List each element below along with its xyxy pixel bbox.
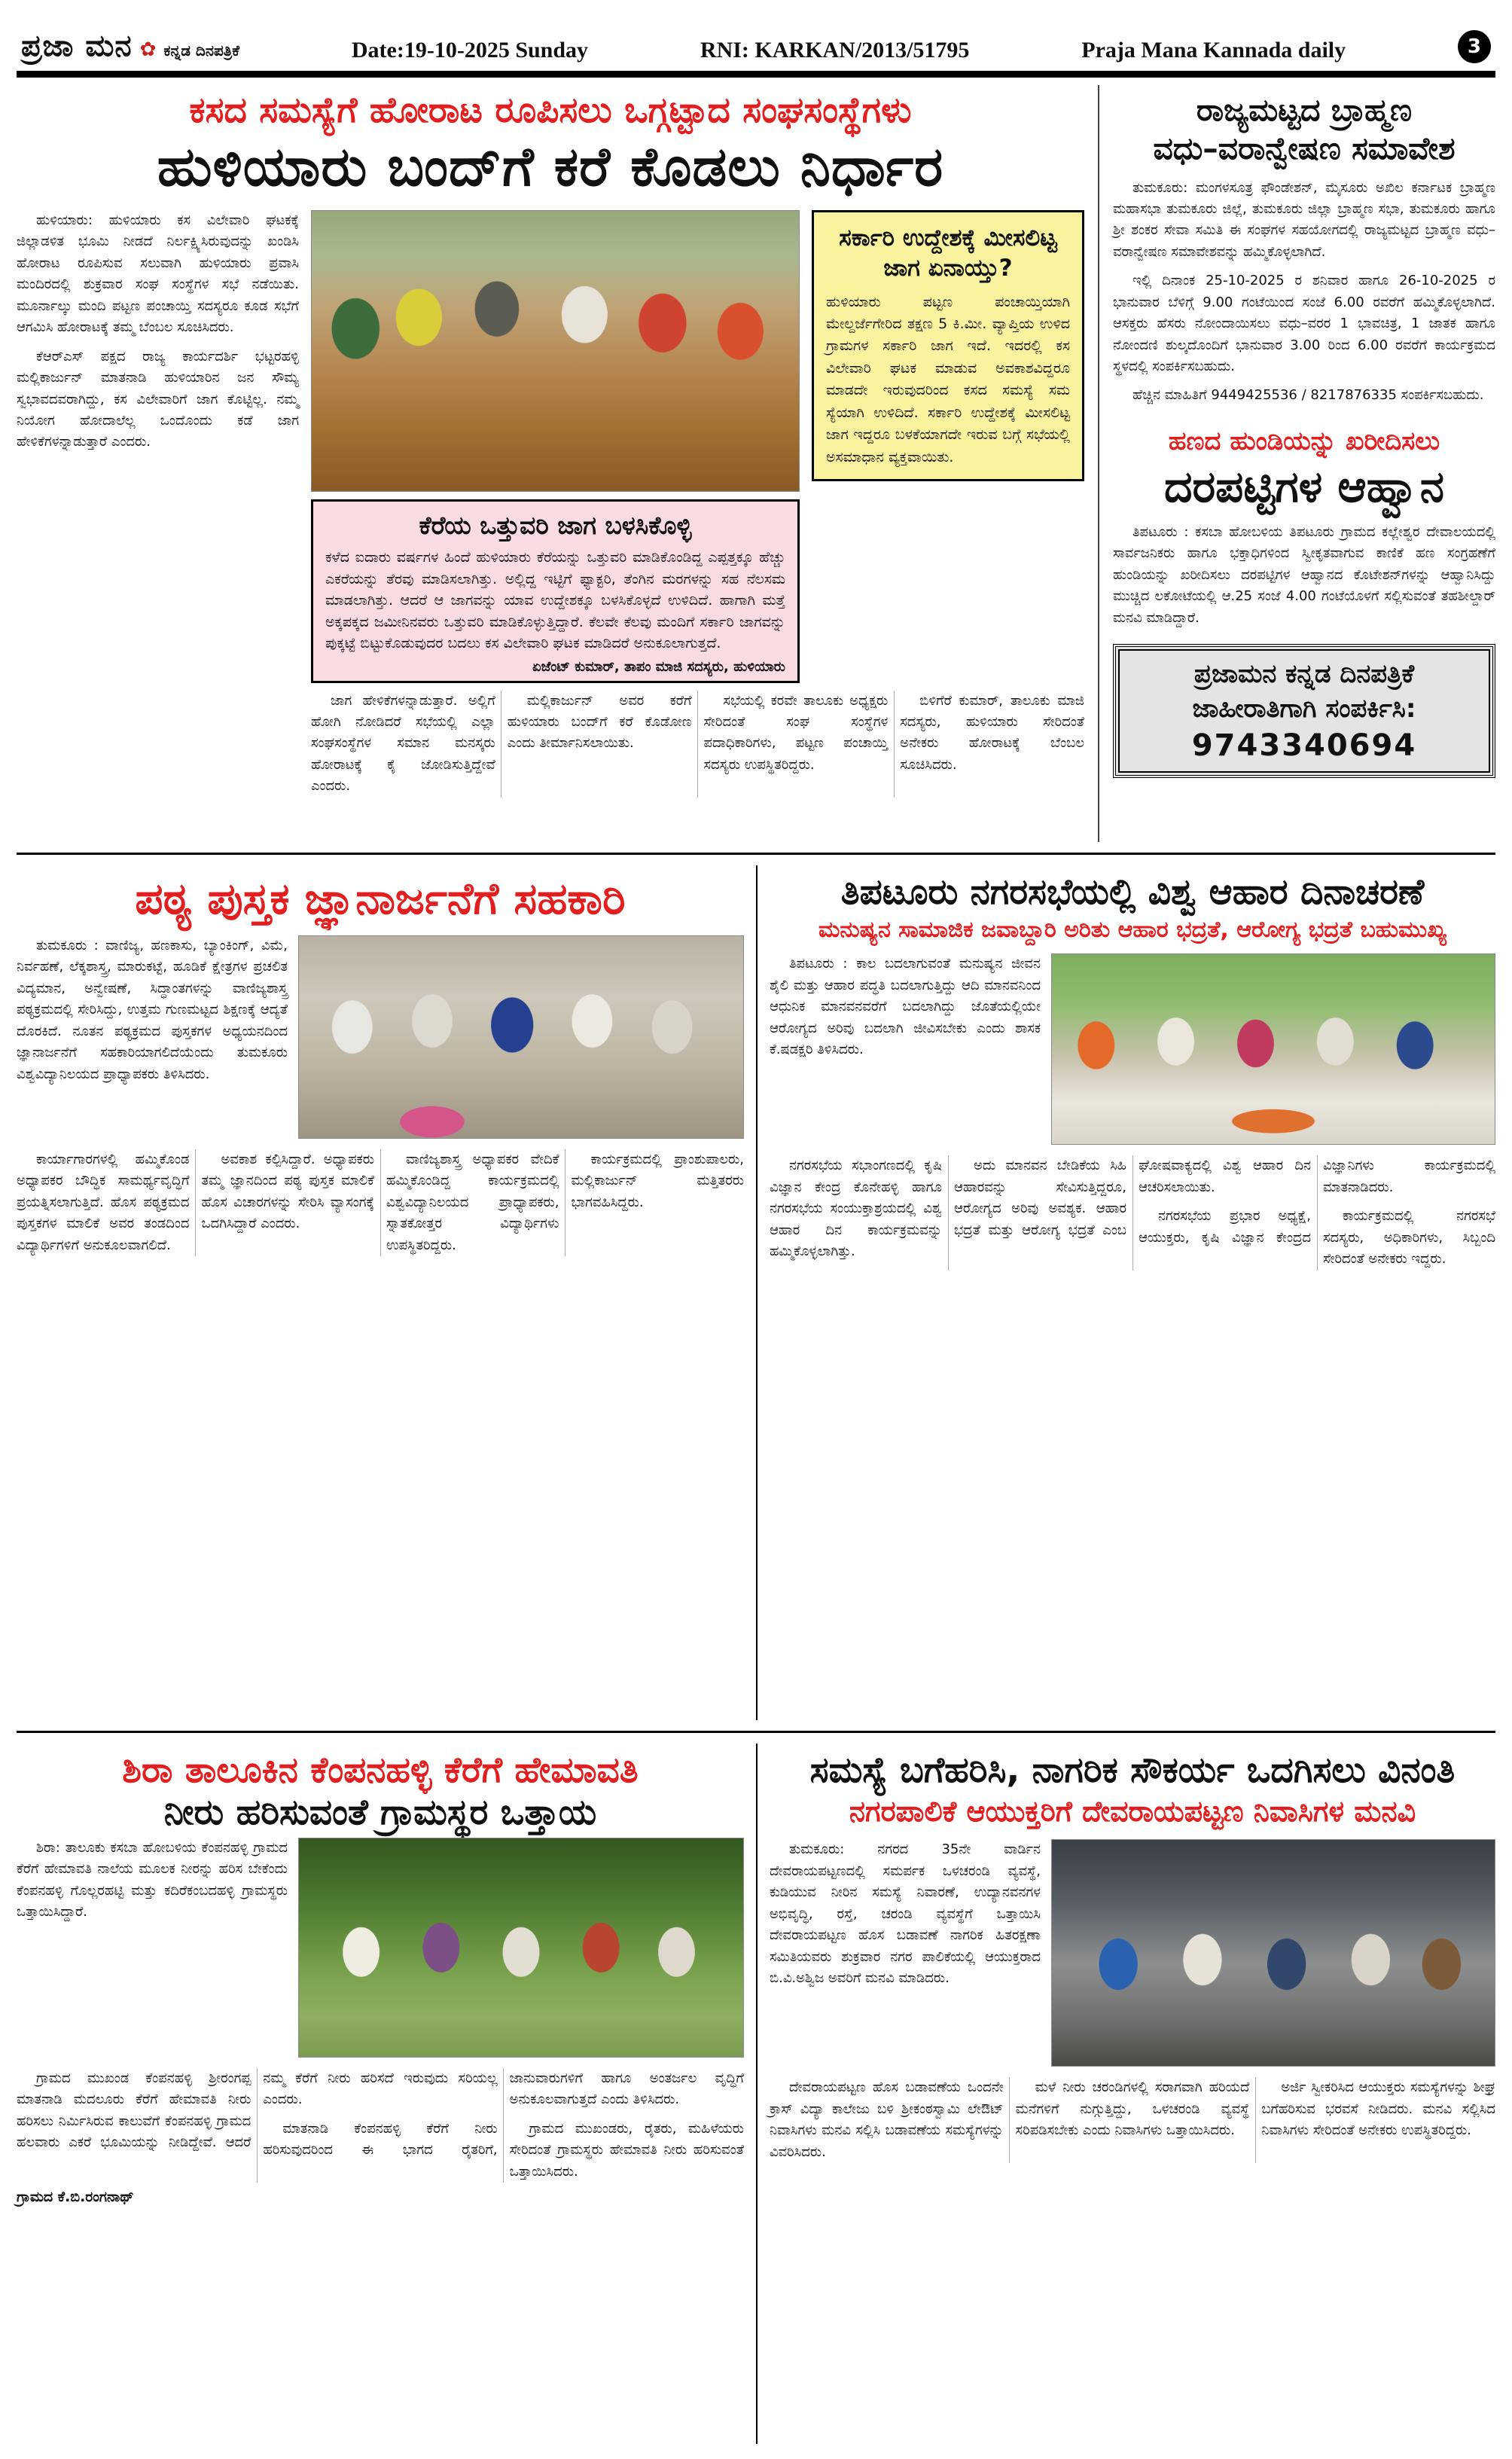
page-number-badge: 3 [1458, 30, 1491, 63]
paragraph: ಅದು ಮಾನವನ ಬೇಡಿಕೆಯ ಸಿಹಿ ಆಹಾರವನ್ನು ಸೇವಿಸುತ್ತಿದ್ದರೂ, ಆರೋಗ್ಯದ ಅರಿವು ಅವಶ್ಯಕ. ಆಹಾರ ಭದ್ರತೆ ಮತ್ತು ಆರೋಗ್ಯ ಭದ್ರತೆ ಎಂಬ ಘೋಷವಾಕ್ಯದಲ್ಲಿ ವಿಶ್ವ ಆಹಾರ ದಿನ ಆಚರಿಸಲಾಯಿತು. [954, 1158, 1311, 1238]
paragraph: ಹುಳಿಯಾರು: ಹುಳಿಯಾರು ಕಸ ವಿಲೇವಾರಿ ಘಟಕಕ್ಕೆ ಜಿಲ್ಲಾಡಳಿತ ಭೂಮಿ ನೀಡದೆ ನಿರ್ಲಕ್ಷ್ಯಿಸಿರುವುದನ್ನು ಖಂಡಿಸಿ ಹೋರಾಟ ರೂಪಿಸುವ ಸಲುವಾಗಿ ಹುಳಿಯಾರು ಪ್ರವಾಸಿ ಮಂದಿರದಲ್ಲಿ ಶುಕ್ರವಾರ ಸಂಘ ಸಂಸ್ಥೆಗಳ ಸಭೆ ನಡೆಯಿತು. ಮೂರ್ನಾಲ್ಕು ಮಂದಿ ಪಟ್ಟಣ ಪಂಚಾಯ್ತಿ ಸದಸ್ಯರೂ ಕೂಡ ಸಭೆಗೆ ಆಗಮಿಸಿ ಹೋರಾಟಕ್ಕೆ ತಮ್ಮ ಬೆಂಬಲ ಸೂಚಿಸಿದರು. [17, 212, 299, 336]
civic-headline-black: ಸಮಸ್ಯೆ ಬಗೆಹರಿಸಿ, ನಾಗರಿಕ ಸೌಕರ್ಯ ಒದಗಿಸಲು ವಿನಂತಿ [809, 1750, 1456, 1791]
textbook-headline: ಪಠ್ಯ ಪುಸ್ತಕ ಜ್ಞಾನಾರ್ಜನೆಗೆ ಸಹಕಾರಿ [135, 873, 626, 924]
logo-kannada: ಪ್ರಜಾ ಮನ [21, 29, 133, 63]
paragraph: ಕಾರ್ಯಕ್ರಮದಲ್ಲಿ ಪ್ರಾಂಶುಪಾಲರು, ಮಲ್ಲಿಕಾರ್ಜುನ್ ಮತ್ತಿತರರು ಭಾಗವಹಿಸಿದ್ದರು. [571, 1152, 744, 1210]
logo-subtitle: ಕನ್ನಡ ದಿನಪತ್ರಿಕೆ [163, 41, 240, 59]
foodday-subhead: ಮನುಷ್ಯನ ಸಾಮಾಜಿಕ ಜವಾಬ್ದಾರಿ ಅರಿತು ಆಹಾರ ಭದ್ರತೆ, ಆರೋಗ್ಯ ಭದ್ರತೆ ಬಹುಮುಖ್ಯ [818, 917, 1447, 944]
civic-article [756, 1744, 1495, 2444]
paragraph: ಶಿರಾ: ತಾಲೂಕು ಕಸಬಾ ಹೋಬಳಿಯ ಕೆಂಪನಹಳ್ಳಿ ಗ್ರಾಮದ ಕೆರೆಗೆ ಹೇಮಾವತಿ ನಾಲೆಯ ಮೂಲಕ ನೀರನ್ನು ಹರಿಸ ಬೇಕೆಂದು ಕೆಂಪನಹಳ್ಳಿ ಗೊಲ್ಲರಹಟ್ಟಿ ಮತ್ತು ಕದಿರೆಕಂಬದಹಳ್ಳಿ ಗ್ರಾಮಸ್ಥರು ಒತ್ತಾಯಿಸಿದ್ದಾರೆ. [17, 1839, 288, 1921]
lead-continuation-columns [311, 691, 1084, 798]
textbook-body-grid [17, 935, 744, 1139]
date-line: Date:19-10-2025 Sunday [351, 38, 589, 63]
paragraph: ಮಳೆ ನೀರು ಚರಂಡಿಗಳಲ್ಲಿ ಸರಾಗವಾಗಿ ಹರಿಯದೆ ಮನೆಗಳಿಗೆ ನುಗ್ಗುತ್ತಿದ್ದು, ಒಳಚರಂಡಿ ವ್ಯವಸ್ಥೆ ಸರಿಪಡಿಸಬೇಕು ಎಂದು ನಿವಾಸಿಗಳು ಒತ್ತಾಯಿಸಿದರು. [1015, 2079, 1250, 2139]
paragraph: ಬಿಳಿಗೆರೆ ಕುಮಾರ್, ತಾಲೂಕು ಮಾಜಿ ಸದಸ್ಯರು, ಹುಳಿಯಾರು ಸೇರಿದಂತೆ ಅನೇಕರು ಹೋರಾಟಕ್ಕೆ ಬೆಂಬಲ ಸೂಚಿಸಿದರು. [900, 692, 1084, 773]
lead-article [17, 85, 1098, 842]
section-divider [17, 1731, 1495, 1733]
civic-headline-red: ನಗರಪಾಲಿಕೆ ಆಯುಕ್ತರಿಗೆ ದೇವರಾಯಪಟ್ಟಣ ನಿವಾಸಿಗಳ ಮನವಿ [849, 1795, 1416, 1829]
highlight-box-body: ಹುಳಿಯಾರು ಪಟ್ಟಣ ಪಂಚಾಯ್ತಿಯಾಗಿ ಮೇಲ್ದರ್ಜೆಗೇರಿದ ತಕ್ಷಣ 5 ಕಿ.ಮೀ. ವ್ಯಾಪ್ತಿಯ ಉಳಿದ ಗ್ರಾಮಗಳ ಸರ್ಕಾರಿ ಜಾಗ ಇದೆ. ಇದರಲ್ಲಿ ಕಸ ವಿಲೇವಾರಿ ಘಟಕ ಮಾಡುವ ಅವಕಾಶವಿದ್ದರೂ ಮಾಡದೇ ಇರುವುದರಿಂದ ಕಸದ ಸಮಸ್ಯೆ ಸಮ ಸ್ಯೆಯಾಗಿ ಉಳಿದಿದೆ. ಸರ್ಕಾರಿ ಉದ್ದೇಶಕ್ಕೆ ಮೀಸಲಿಟ್ಟ ಜಾಗ ಇದ್ದರೂ ಬಳಕೆಯಾಗದೇ ಇರುವ ಬಗ್ಗೆ ಸಭೆಯಲ್ಲಿ ಅಸಮಾಧಾನ ವ್ಯಕ್ತವಾಯಿತು. [826, 293, 1070, 465]
paragraph: ತಿಪಟೂರು : ಕಸಬಾ ಹೋಬಳಿಯ ತಿಪಟೂರು ಗ್ರಾಮದ ಕಲ್ಲೇಶ್ವರ ದೇವಾಲಯದಲ್ಲಿ ಸಾರ್ವಜನಿಕರು ಹಾಗೂ ಭಕ್ತಾಧಿಗಳಿಂದ ಸ್ವೀಕೃತವಾಗುವ ಕಾಣಿಕೆ ಹಣ ಸಂಗ್ರಹಣೆಗೆ ಹುಂಡಿಯನ್ನು ಖರೀದಿಸಲು ದರಪಟ್ಟಿಗಳ ಆಹ್ವಾನದ ಕೊಟೇಶನ್‌ಗಳನ್ನು ಆಹ್ವಾನಿಸಿದ್ದು ಮುಚ್ಚಿದ ಲಕೋಟೆಯಲ್ಲಿ ಆ.25 ಸಂಜೆ 4.00 ಗಂಟೆಯೊಳಗೆ ಸಲ್ಲಿಸುವಂತೆ ತಹಶೀಲ್ದಾರ್ ಮನವಿ ಮಾಡಿದ್ದಾರೆ. [1113, 523, 1495, 626]
tender-body [1113, 522, 1495, 629]
paragraph: ಅರ್ಜಿ ಸ್ವೀಕರಿಸಿದ ಆಯುಕ್ತರು ಸಮಸ್ಯೆಗಳನ್ನು ಶೀಘ್ರ ಬಗೆಹರಿಸುವ ಭರವಸೆ ನೀಡಿದರು. ಮನವಿ ಸಲ್ಲಿಸಿದ ನಿವಾಸಿಗಳು ಸೇರಿದಂತೆ ಅನೇಕರು ಉಪಸ್ಥಿತರಿದ್ದರು. [1261, 2079, 1495, 2139]
hemavathi-headline [17, 1750, 744, 1835]
paragraph: ಹೆಚ್ಚಿನ ಮಾಹಿತಿಗೆ 9449425536 / 8217876335 ಸಂಪರ್ಕಿಸಬಹುದು. [1132, 387, 1484, 404]
paragraph: ತುಮಕೂರು: ಮಂಗಳಸೂತ್ರ ಫೌಂಡೇಶನ್, ಮೈಸೂರು ಅಖಿಲ ಕರ್ನಾಟಕ ಬ್ರಾಹ್ಮಣ ಮಹಾಸಭಾ ತುಮಕೂರು ಜಿಲ್ಲೆ, ತುಮಕೂರು ಜಿಲ್ಲಾ ಬ್ರಾಹ್ಮಣ ಸಭಾ, ತುಮಕೂರು ಹಾಗೂ ಶ್ರೀ ಶಂಕರ ಸೇವಾ ಸಮಿತಿ ಈ ಸಂಘಗಳ ಸಹಯೋಗದಲ್ಲಿ ರಾಜ್ಯಮಟ್ಟದ ಬ್ರಾಹ್ಮಣ ವಧು–ವರಾನ್ವೇಷಣ ಸಮಾವೇಶವನ್ನು ಹಮ್ಮಿಕೊಳ್ಳಲಾಗಿದೆ. [1113, 179, 1495, 260]
tender-article [1113, 426, 1495, 629]
right-rail [1098, 85, 1495, 842]
ad-contact-label: ಜಾಹೀರಾತಿಗಾಗಿ ಸಂಪರ್ಕಿಸಿ: [1192, 694, 1416, 725]
paragraph: ತುಮಕೂರು : ವಾಣಿಜ್ಯ, ಹಣಕಾಸು, ಬ್ಯಾಂಕಿಂಗ್, ವಿಮೆ, ನಿರ್ವಹಣೆ, ಲೆಕ್ಕಶಾಸ್ತ್ರ, ಮಾರುಕಟ್ಟೆ, ಹೂಡಿಕೆ ಕ್ಷೇತ್ರಗಳ ಪ್ರಚಲಿತ ವಿದ್ಯಮಾನ, ಅನ್ವೇಷಣೆ, ಸಿದ್ಧಾಂತಗಳನ್ನು ವಾಣಿಜ್ಯಶಾಸ್ತ್ರ ಪಠ್ಯಕ್ರಮದಲ್ಲಿ ಸೇರಿಸಿದ್ದು, ಉತ್ತಮ ಗುಣಮಟ್ಟದ ಶಿಕ್ಷಣಕ್ಕೆ ಆದ್ಯತೆ ದೊರಕಿದೆ. ನೂತನ ಪಠ್ಯಕ್ರಮದ ಪುಸ್ತಕಗಳ ಅಧ್ಯಯನದಿಂದ ಜ್ಞಾನಾರ್ಜನೆಗೆ ಸಹಕಾರಿಯಾಗಲಿದೆಯೆಂದು ತುಮಕೂರು ವಿಶ್ವವಿದ್ಯಾನಿಲಯದ ಪ್ರಾಧ್ಯಾಪಕರು ತಿಳಿಸಿದರು. [17, 938, 288, 1082]
lead-headline: ಹುಳಿಯಾರು ಬಂದ್‌ಗೆ ಕರೆ ಕೊಡಲು ನಿರ್ಧಾರ [157, 135, 944, 198]
quote-box-title: ಕೆರೆಯ ಒತ್ತುವರಿ ಜಾಗ ಬಳಸಿಕೊಳ್ಳಿ [419, 511, 692, 540]
lead-kicker: ಕಸದ ಸಮಸ್ಯೆಗೆ ಹೋರಾಟ ರೂಪಿಸಲು ಒಗ್ಗಟ್ಟಾದ ಸಂಘಸಂಸ್ಥೆಗಳು [189, 90, 912, 131]
paragraph: ಕಾರ್ಯಕ್ರಮದಲ್ಲಿ ನಗರಸಭೆ ಸದಸ್ಯರು, ಅಧಿಕಾರಿಗಳು, ಸಿಬ್ಬಂದಿ ಸೇರಿದಂತೆ ಅನೇಕರು ಇದ್ದರು. [1323, 1208, 1495, 1268]
logo-emblem-icon: ✿ [139, 38, 157, 61]
hemavathi-continuation-columns [17, 2068, 744, 2183]
textbook-article [17, 865, 756, 1720]
lead-article-body-grid [17, 210, 1084, 798]
tender-kicker: ಹಣದ ಹುಂಡಿಯನ್ನು ಖರೀದಿಸಲು [1168, 426, 1440, 456]
matrimony-article [1113, 91, 1495, 407]
ad-phone-number: 9743340694 [1191, 728, 1417, 764]
tender-headline: ದರಪಟ್ಟಿಗಳ ಆಹ್ವಾನ [1163, 460, 1445, 512]
paragraph: ಜಾಗ ಹೇಳಿಕೆಗಳನ್ನಾಡುತ್ತಾರೆ. ಅಲ್ಲಿಗೆ ಹೋಗಿ ನೋಡಿದರೆ ಸಭೆಯಲ್ಲಿ ಎಲ್ಲಾ ಸಂಘಸಂಸ್ಥೆಗಳ ಸಮಾನ ಮನಸ್ಕರು ಹೋರಾಟಕ್ಕೆ ಕೈ ಜೋಡಿಸುತ್ತಿದ್ದೇವೆ ಎಂದರು. [311, 692, 495, 795]
paper-logo [21, 29, 239, 63]
paragraph: ನಗರಸಭೆಯ ಸಭಾಂಗಣದಲ್ಲಿ ಕೃಷಿ ವಿಜ್ಞಾನ ಕೇಂದ್ರ ಕೊನೇಹಳ್ಳಿ ಹಾಗೂ ನಗರಸಭೆಯ ಸಂಯುಕ್ತಾಶ್ರಯದಲ್ಲಿ ವಿಶ್ವ ಆಹಾರ ದಿನ ಕಾರ್ಯಕ್ರಮವನ್ನು ಹಮ್ಮಿಕೊಳ್ಳಲಾಗಿತ್ತು. [770, 1158, 942, 1260]
civic-continuation-columns [770, 2077, 1495, 2163]
paragraph: ಕಾರ್ಯಾಗಾರಗಳಲ್ಲಿ ಹಮ್ಮಿಕೊಂಡ ಅಧ್ಯಾಪಕರ ಬೌದ್ಧಿಕ ಸಾಮರ್ಥ್ಯವೃದ್ಧಿಗೆ ಪ್ರಯತ್ನಿಸಲಾಗುತ್ತಿದೆ. ಹೊಸ ಪಠ್ಯಕ್ರಮದ ಪುಸ್ತಕಗಳ ಮಾಲಿಕೆ ಅವರ ತಂಡದಿಂದ ವಿದ್ಯಾರ್ಥಿಗಳಿಗೆ ಅನುಕೂಲವಾಗಲಿದೆ. [17, 1152, 190, 1253]
foodday-body-column [770, 953, 1041, 1145]
top-section [17, 85, 1495, 842]
textbook-body-column [17, 935, 288, 1139]
paragraph: ತಿಪಟೂರು : ಕಾಲ ಬದಲಾಗುವಂತೆ ಮನುಷ್ಯನ ಜೀವನ ಶೈಲಿ ಮತ್ತು ಆಹಾರ ಪದ್ಧತಿ ಬದಲಾಗುತ್ತಿದ್ದು ಆದಿ ಮಾನವನಿಂದ ಆಧುನಿಕ ಮಾನವನವರೆಗೆ ಬದಲಾಗಿದ್ದು ಜೊತೆಯಲ್ಲಿಯೇ ಆರೋಗ್ಯದ ಅರಿವು ಬದಲಾಗಿ ಜೀವಿಸಬೇಕು ಎಂದು ಶಾಸಕ ಕೆ.ಷಡಕ್ಷರಿ ತಿಳಿಸಿದರು. [770, 956, 1041, 1058]
memorandum-photo [1051, 1839, 1495, 2067]
hemavathi-headline-black: ನೀರು ಹರಿಸುವಂತೆ ಗ್ರಾಮಸ್ಥರ ಒತ್ತಾಯ [163, 1792, 597, 1834]
paragraph: ಇಲ್ಲಿ ದಿನಾಂಕ 25-10-2025 ರ ಶನಿವಾರ ಹಾಗೂ 26-10-2025 ರ ಭಾನುವಾರ ಬೆಳಿಗ್ಗೆ 9.00 ಗಂಟೆಯಿಂದ ಸಂಜೆ 6.00 ರವರೆಗೆ ಹಮ್ಮಿಕೊಳ್ಳಲಾಗಿದೆ. ಆಸಕ್ತರು ಹೆಸರು ನೋಂದಾಯಿಸಲು ವಧು–ವರರ 1 ಭಾವಚಿತ್ರ, 1 ಜಾತಕ ಹಾಗೂ ನೋಂದಣಿ ಶುಲ್ಕದೊಂದಿಗೆ ಭಾನುವಾರ 3.00 ರಿಂದ 6.00 ರವರೆಗೆ ಕಾರ್ಯಕ್ರಮದ ಸ್ಥಳದಲ್ಲಿ ಸಂಪರ್ಕಿಸಬಹುದು. [1113, 273, 1495, 374]
foodday-continuation-columns [770, 1155, 1495, 1270]
matrimony-headline-line1: ರಾಜ್ಯಮಟ್ಟದ ಬ್ರಾಹ್ಮಣ [1196, 92, 1413, 128]
foodday-body-grid [770, 953, 1495, 1145]
masthead [17, 8, 1495, 78]
lead-media-column [311, 210, 800, 683]
meeting-photo [311, 210, 800, 492]
advertisement-box [1113, 644, 1495, 778]
hemavathi-body-column [17, 1838, 288, 2058]
matrimony-headline [1113, 91, 1495, 169]
paragraph: ದೇವರಾಯಪಟ್ಟಣ ಹೊಸ ಬಡಾವಣೆಯ ಒಂದನೇ ಕ್ರಾಸ್ ವಿದ್ಯಾ ಕಾಲೇಜು ಬಳಿ ಶ್ರೀಕಂಠಸ್ವಾಮಿ ಲೇಔಟ್ ನಿವಾಸಿಗಳು ಮನವಿ ಸಲ್ಲಿಸಿ ಬಡಾವಣೆಯ ಸಮಸ್ಯೆಗಳನ್ನು ವಿವರಿಸಿದರು. [770, 2079, 1004, 2160]
paragraph: ಗ್ರಾಮದ ಮುಖಂಡರು, ರೈತರು, ಮಹಿಳೆಯರು ಸೇರಿದಂತೆ ಗ್ರಾಮಸ್ಥರು ಹೇಮಾವತಿ ನೀರು ಹರಿಸುವಂತೆ ಒತ್ತಾಯಿಸಿದರು. [509, 2120, 744, 2180]
lead-body-column [17, 210, 299, 798]
quote-box-byline: ಏಜೆಂಟ್ ಕುಮಾರ್, ತಾಪಂ ಮಾಜಿ ಸದಸ್ಯರು, ಹುಳಿಯಾರು [532, 658, 785, 675]
section-divider [17, 853, 1495, 855]
ad-paper-name: ಪ್ರಜಾಮನ ಕನ್ನಡ ದಿನಪತ್ರಿಕೆ [1193, 659, 1415, 690]
paper-name-english: Praja Mana Kannada daily [1081, 38, 1346, 63]
paragraph: ತುಮಕೂರು: ನಗರದ 35ನೇ ವಾರ್ಡಿನ ದೇವರಾಯಪಟ್ಟಣದಲ್ಲಿ ಸಮರ್ಪಕ ಒಳಚರಂಡಿ ವ್ಯವಸ್ಥೆ, ಕುಡಿಯುವ ನೀರಿನ ಸಮಸ್ಯೆ ನಿವಾರಣೆ, ಉದ್ಯಾನವನಗಳ ಅಭಿವೃದ್ಧಿ, ರಸ್ತೆ, ಚರಂಡಿ ವ್ಯವಸ್ಥೆಗೆ ಒತ್ತಾಯಿಸಿ ದೇವರಾಯಪಟ್ಟಣ ಹೊಸ ಬಡಾವಣೆ ನಾಗರಿಕ ಹಿತರಕ್ಷಣಾ ಸಮಿತಿಯವರು ಶುಕ್ರವಾರ ನಗರ ಪಾಲಿಕೆಯಲ್ಲಿ ಆಯುಕ್ತರಾದ ಬಿ.ವಿ.ಅಶ್ವಿಜ ಅವರಿಗೆ ಮನವಿ ಮಾಡಿದರು. [770, 1841, 1041, 1987]
textbook-continuation-columns [17, 1149, 744, 1256]
foodday-dais-photo [1051, 953, 1495, 1145]
paragraph: ಅವಕಾಶ ಕಲ್ಪಿಸಿದ್ದಾರೆ. ಅಧ್ಯಾಪಕರು ತಮ್ಮ ಜ್ಞಾನದಿಂದ ಪಠ್ಯ ಪುಸ್ತಕ ಮಾಲಿಕೆ ಹೊಸ ವಿಚಾರಗಳನ್ನು ಸೇರಿಸಿ ವ್ಯಾಸಂಗಕ್ಕೆ ಒದಗಿಸಿದ್ದಾರೆ ಎಂದರು. [201, 1152, 374, 1232]
foodday-article [756, 865, 1495, 1720]
hemavathi-signoff: ಗ್ರಾಮದ ಕೆ.ಬಿ.ರಂಗನಾಥ್ [17, 2188, 134, 2205]
paragraph: ಗ್ರಾಮದ ಮುಖಂಡ ಕೆಂಪನಹಳ್ಳಿ ಶ್ರೀರಂಗಪ್ಪ ಮಾತನಾಡಿ ಮದಲೂರು ಕೆರೆಗೆ ಹೇಮಾವತಿ ನೀರು ಹರಿಸಲು ನಿರ್ಮಿಸಿರುವ ಕಾಲುವೆಗೆ ಕೆಂಪನಹಳ್ಳಿ ಗ್ರಾಮದ ಹಲವಾರು ಎಕರೆ ಭೂಮಿಯನ್ನು ನೀಡಿದ್ದೇವೆ. ಆದರೆ ನಮ್ಮ ಕೆರೆಗೆ ನೀರು ಹರಿಸದೆ ಇರುವುದು ಸರಿಯಲ್ಲ ಎಂದರು. [17, 2070, 498, 2151]
villagers-field-photo [298, 1838, 744, 2058]
highlight-box-title: ಸರ್ಕಾರಿ ಉದ್ದೇಶಕ್ಕೆ ಮೀಸಲಿಟ್ಟ ಜಾಗ ಏನಾಯ್ತು? [839, 224, 1057, 282]
foodday-headline: ತಿಪಟೂರು ನಗರಸಭೆಯಲ್ಲಿ ವಿಶ್ವ ಆಹಾರ ದಿನಾಚರಣೆ [840, 871, 1425, 913]
quote-box-body: ಕಳೆದ ಐದಾರು ವರ್ಷಗಳ ಹಿಂದೆ ಹುಳಿಯಾರು ಕೆರೆಯನ್ನು ಒತ್ತುವರಿ ಮಾಡಿಕೊಂಡಿದ್ದ ಎಪ್ಪತ್ತಕ್ಕೂ ಹೆಚ್ಚು ಎಕರೆಯನ್ನು ತೆರವು ಮಾಡಿಸಲಾಗಿತ್ತು. ಅಲ್ಲಿದ್ದ ಇಟ್ಟಿಗೆ ಫ್ಯಾಕ್ಟರಿ, ತೆಂಗಿನ ಮರಗಳನ್ನು ಸಹ ನೆಲಸಮ ಮಾಡಲಾಗಿತ್ತು. ಆದರೆ ಆ ಜಾಗವನ್ನು ಯಾವ ಉದ್ದೇಶಕ್ಕೂ ಬಳಸಿಕೊಳ್ಳದೆ ಉಳಿದಿದೆ. ಹಾಗಾಗಿ ಮತ್ತೆ ಅಕ್ಕಪಕ್ಕದ ಜಮೀನಿನವರು ಒತ್ತುವರಿ ಮಾಡಿಕೊಳ್ಳುತ್ತಿದ್ದಾರೆ. ಕೆಲವೇ ಕೆಲವು ಮಂದಿಗೆ ಸರ್ಕಾರಿ ಜಾಗವನ್ನು ಪುಕ್ಕಟ್ಟೆ ಬಿಟ್ಟುಕೊಡುವುದರ ಬದಲು ಕಸ ವಿಲೇವಾರಿ ಘಟಕ ಮಾಡಿದರೆ ಅನುಕೂಲಾಗುತ್ತದೆ. [325, 549, 785, 651]
matrimony-body [1113, 178, 1495, 407]
middle-section [17, 865, 1495, 1720]
paragraph: ಕೆಆರ್‌ಎಸ್ ಪಕ್ಷದ ರಾಜ್ಯ ಕಾರ್ಯದರ್ಶಿ ಭಟ್ಟರಹಳ್ಳಿ ಮಲ್ಲಿಕಾರ್ಜುನ್ ಮಾತನಾಡಿ ಹುಳಿಯಾರಿನ ಜನ ಸೌಮ್ಯ ಸ್ವಭಾವದವರಾಗಿದ್ದು, ಕಸ ವಿಲೇವಾರಿಗೆ ಜಾಗ ಕೊಟ್ಟಿಲ್ಲ. ನಮ್ಮ ನಿಯೋಗ ಹೋದಾಲೆಲ್ಲ ಒಂದೊಂದು ಕಡೆ ಜಾಗ ಹೇಳಿಕೆಗಳನ್ನಾಡುತ್ತಾರೆ ಎಂದರು. [17, 348, 299, 450]
rni-number: RNI: KARKAN/2013/51795 [700, 38, 970, 63]
paragraph: ಮಾತನಾಡಿ ಕೆಂಪನಹಳ್ಳಿ ಕೆರೆಗೆ ನೀರು ಹರಿಸುವುದರಿಂದ ಈ ಭಾಗದ ರೈತರಿಗೆ, ಜಾನುವಾರುಗಳಿಗೆ ಹಾಗೂ ಅಂತರ್ಜಲ ವೃದ್ಧಿಗೆ ಅನುಕೂಲವಾಗುತ್ತದೆ ಎಂದು ತಿಳಿಸಿದರು. [263, 2070, 744, 2158]
paragraph: ಮಲ್ಲಿಕಾರ್ಜುನ್ ಅವರ ಕರೆಗೆ ಹುಳಿಯಾರು ಬಂದ್‌ಗೆ ಕರೆ ಕೊಡೋಣ ಎಂದು ತೀರ್ಮಾನಿಸಲಾಯಿತು. [507, 692, 692, 752]
hemavathi-article [17, 1744, 756, 2444]
matrimony-headline-line2: ವಧು–ವರಾನ್ವೇಷಣ ಸಮಾವೇಶ [1153, 130, 1456, 167]
quote-box [311, 499, 800, 683]
hemavathi-body-grid [17, 1838, 744, 2058]
hemavathi-headline-red: ಶಿರಾ ತಾಲೂಕಿನ ಕೆಂಪನಹಳ್ಳಿ ಕೆರೆಗೆ ಹೇಮಾವತಿ [122, 1750, 639, 1791]
bottom-section [17, 1744, 1495, 2444]
paragraph: ಸಭೆಯಲ್ಲಿ ಕರವೇ ತಾಲೂಕು ಅಧ್ಯಕ್ಷರು ಸೇರಿದಂತೆ ಸಂಘ ಸಂಸ್ಥೆಗಳ ಪದಾಧಿಕಾರಿಗಳು, ಪಟ್ಟಣ ಪಂಚಾಯ್ತಿ ಸದಸ್ಯರು ಉಪಸ್ಥಿತರಿದ್ದರು. [703, 692, 889, 773]
civic-body-column [770, 1839, 1041, 2067]
paragraph: ವಾಣಿಜ್ಯಶಾಸ್ತ್ರ ಅಧ್ಯಾಪಕರ ವೇದಿಕೆ ಹಮ್ಮಿಕೊಂಡಿದ್ದ ಕಾರ್ಯಕ್ರಮದಲ್ಲಿ ವಿಶ್ವವಿದ್ಯಾನಿಲಯದ ಪ್ರಾಧ್ಯಾಪಕರು, ಸ್ನಾತಕೋತ್ತರ ವಿದ್ಯಾರ್ಥಿಗಳು ಉಪಸ್ಥಿತರಿದ್ದರು. [386, 1152, 559, 1253]
book-release-photo [298, 935, 744, 1139]
highlight-box [812, 210, 1084, 481]
paragraph: ನಗರಸಭೆಯ ಪ್ರಭಾರ ಅಧ್ಯಕ್ಷೆ, ಆಯುಕ್ತರು, ಕೃಷಿ ವಿಜ್ಞಾನ ಕೇಂದ್ರದ ವಿಜ್ಞಾನಿಗಳು ಕಾರ್ಯಕ್ರಮದಲ್ಲಿ ಮಾತನಾಡಿದರು. [1139, 1158, 1495, 1246]
civic-body-grid [770, 1839, 1495, 2067]
